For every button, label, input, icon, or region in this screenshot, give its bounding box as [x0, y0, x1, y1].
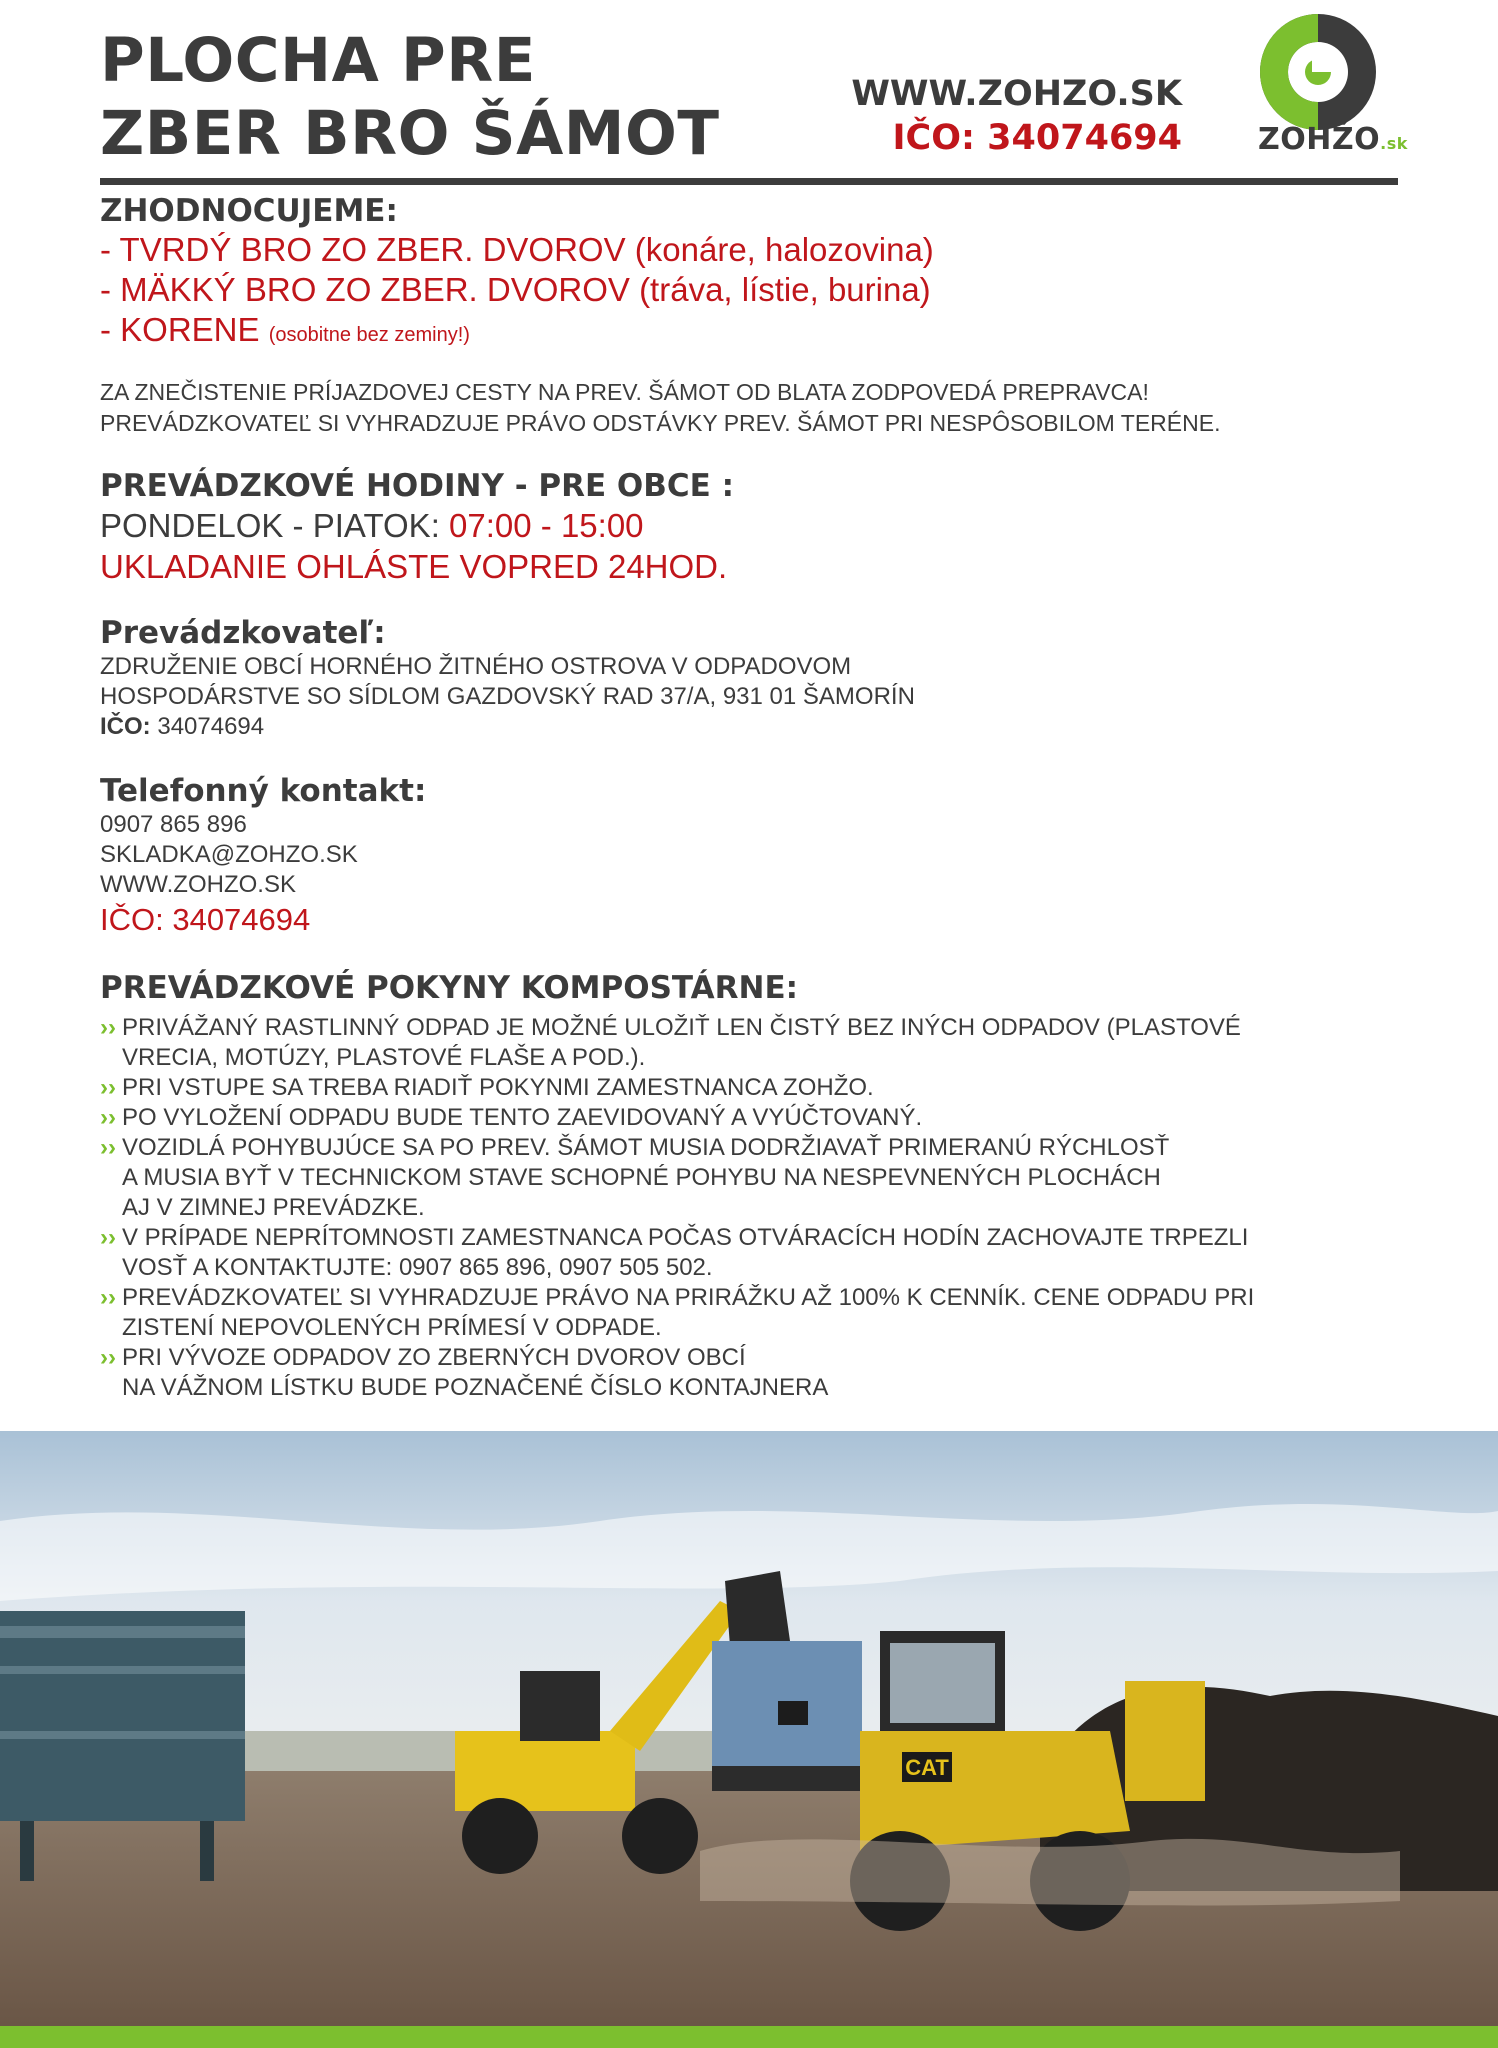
operator-ico	[100, 712, 1410, 742]
page-title	[100, 24, 719, 170]
contact-phone[interactable]: 0907 865 896	[100, 811, 247, 838]
logo-wordmark	[1258, 122, 1408, 157]
list-item	[100, 1013, 1410, 1073]
hours-days: PONDELOK - PIATOK:	[100, 507, 440, 544]
operator-heading: Prevádzkovateľ:	[100, 615, 386, 651]
site-photo	[0, 1431, 1498, 2026]
bullet-icon: ››	[100, 1104, 116, 1131]
section-hours	[100, 467, 1410, 587]
header-website[interactable]: WWW.ZOHZO.SK	[851, 74, 1182, 114]
zhodnocujeme-heading: ZHODNOCUJEME:	[100, 193, 398, 229]
hours-days-line	[100, 505, 1410, 546]
bullet-icon: ››	[100, 1074, 116, 1101]
rule-6-line-1: PREVÁDZKOVATEĽ SI VYHRADZUJE PRÁVO NA PRIRÁŽKU AŽ 100% K CENNÍK. CENE ODPADU PRI	[122, 1284, 1255, 1311]
section-operator	[100, 614, 1410, 742]
contact-heading: Telefonný kontakt:	[100, 773, 427, 809]
operator-line-1: ZDRUŽENIE OBCÍ HORNÉHO ŽITNÉHO OSTROVA V ODPADOVOM	[100, 653, 852, 680]
rule-1-line-2: VRECIA, MOTÚZY, PLASTOVÉ FLAŠE A POD.).	[122, 1044, 646, 1071]
notice-block	[100, 377, 1410, 439]
hours-time: 07:00 - 15:00	[449, 507, 644, 544]
cat-badge-text: CAT	[905, 1755, 949, 1780]
bullet-icon: ››	[100, 1014, 116, 1041]
title-line-1: PLOCHA PRE	[100, 25, 536, 96]
zhodnocujeme-item-1: - TVRDÝ BRO ZO ZBER. DVOROV (konáre, halozovina)	[100, 231, 934, 268]
contact-web[interactable]: WWW.ZOHZO.SK	[100, 871, 296, 898]
header-ico: IČO: 34074694	[892, 118, 1182, 158]
rule-4-line-1: VOZIDLÁ POHYBUJÚCE SA PO PREV. ŠÁMOT MUSIA DODRŽIAVAŤ PRIMERANÚ RÝCHLOSŤ	[122, 1134, 1170, 1161]
rule-1-line-1: PRIVÁŽANÝ RASTLINNÝ ODPAD JE MOŽNÉ ULOŽIŤ LEN ČISTÝ BEZ INÝCH ODPADOV (PLASTOVÉ	[122, 1014, 1241, 1041]
title-line-2: ZBER BRO ŠÁMOT	[100, 98, 720, 169]
logo-suffix: .sk	[1380, 134, 1408, 153]
rule-4-line-3: AJ V ZIMNEJ PREVÁDZKE.	[122, 1194, 425, 1221]
zhodnocujeme-item-2: - MÄKKÝ BRO ZO ZBER. DVOROV (tráva, lístie, burina)	[100, 271, 931, 308]
bullet-icon: ››	[100, 1344, 116, 1371]
zhodnocujeme-item-3-text: - KORENE	[100, 311, 260, 348]
operator-ico-value: 34074694	[157, 713, 265, 740]
bullet-icon: ››	[100, 1284, 116, 1311]
rules-list	[100, 1013, 1410, 1403]
rule-5-line-2: VOSŤ A KONTAKTUJTE: 0907 865 896, 0907 505 502.	[122, 1254, 713, 1281]
contact-email[interactable]: SKLADKA@ZOHZO.SK	[100, 841, 358, 868]
rules-heading: PREVÁDZKOVÉ POKYNY KOMPOSTÁRNE:	[100, 970, 799, 1006]
section-zhodnocujeme	[100, 192, 1410, 355]
footer-green-bar	[0, 2026, 1498, 2048]
hours-note: UKLADANIE OHLÁSTE VOPRED 24HOD.	[100, 548, 728, 585]
header-divider	[100, 178, 1398, 185]
rule-5-line-1: V PRÍPADE NEPRÍTOMNOSTI ZAMESTNANCA POČAS OTVÁRACÍCH HODÍN ZACHOVAJTE TRPEZLI	[122, 1224, 1249, 1251]
contact-ico: IČO: 34074694	[100, 902, 311, 937]
bullet-icon: ››	[100, 1134, 116, 1161]
rule-7-line-2: NA VÁŽNOM LÍSTKU BUDE POZNAČENÉ ČÍSLO KONTAJNERA	[122, 1374, 829, 1401]
header-contact	[851, 72, 1182, 160]
operator-ico-label: IČO:	[100, 713, 151, 740]
rule-4-line-2: A MUSIA BYŤ V TECHNICKOM STAVE SCHOPNÉ POHYBU NA NESPEVNENÝCH PLOCHÁCH	[122, 1164, 1161, 1191]
rule-6-line-2: ZISTENÍ NEPOVOLENÝCH PRÍMESÍ V ODPADE.	[122, 1314, 662, 1341]
bullet-icon: ››	[100, 1224, 116, 1251]
zhodnocujeme-item-3-note: (osobitne bez zeminy!)	[268, 324, 470, 346]
list-item	[100, 1103, 1410, 1133]
list-item	[100, 1223, 1410, 1283]
notice-line-1: ZA ZNEČISTENIE PRÍJAZDOVEJ CESTY NA PREV. ŠÁMOT OD BLATA ZODPOVEDÁ PREPRAVCA!	[100, 379, 1149, 405]
section-contact	[100, 772, 1410, 940]
list-item	[100, 1073, 1410, 1103]
list-item	[100, 1283, 1410, 1343]
section-rules	[100, 969, 1410, 1403]
logo-brand: ZOHŽO	[1258, 122, 1381, 157]
rule-7-line-1: PRI VÝVOZE ODPADOV ZO ZBERNÝCH DVOROV OBCÍ	[122, 1344, 746, 1371]
notice-line-2: PREVÁDZKOVATEĽ SI VYHRADZUJE PRÁVO ODSTÁVKY PREV. ŠÁMOT PRI NESPÔSOBILOM TERÉNE.	[100, 410, 1221, 436]
hours-heading: PREVÁDZKOVÉ HODINY - PRE OBCE :	[100, 468, 735, 504]
operator-line-2: HOSPODÁRSTVE SO SÍDLOM GAZDOVSKÝ RAD 37/A, 931 01 ŠAMORÍN	[100, 683, 915, 710]
list-item	[100, 1343, 1410, 1403]
list-item	[100, 1133, 1410, 1223]
dust	[700, 1839, 1400, 1906]
rule-2-line-1: PRI VSTUPE SA TREBA RIADIŤ POKYNMI ZAMESTNANCA ZOHŽO.	[122, 1074, 874, 1101]
rule-3-line-1: PO VYLOŽENÍ ODPADU BUDE TENTO ZAEVIDOVANÝ A VYÚČTOVANÝ.	[122, 1104, 923, 1131]
zhodnocujeme-item-3	[100, 310, 1410, 355]
